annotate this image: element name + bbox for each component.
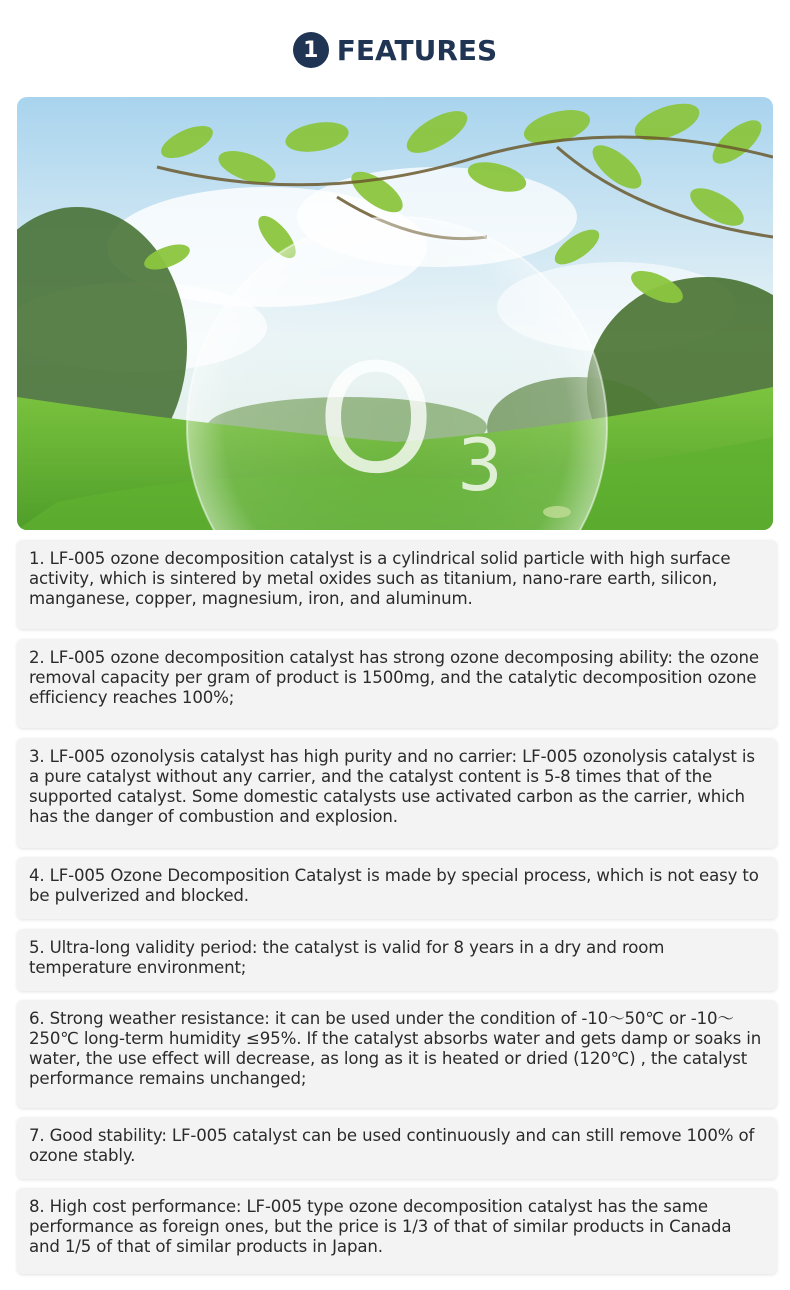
section-number-badge: 1 — [293, 32, 329, 68]
feature-text: 6. Strong weather resistance: it can be used under the condition of -10～50℃ or -10～250℃ long-term humidity ≤95%. If the catalyst absorbs water and gets damp or soaks in water, the use effect will decrease, as long as it is heated or dried (120℃) , the catalyst performance remains unchanged; — [29, 1009, 762, 1088]
feature-text: 3. LF-005 ozonolysis catalyst has high purity and no carrier: LF-005 ozonolysis catalyst is a pure catalyst without any carrier, and the catalyst content is 5-8 times that of the supported catalyst. Some domestic catalysts use activated carbon as the carrier, which has the danger of combustion and explosion. — [29, 747, 755, 826]
ozone-formula-letter: O — [317, 333, 436, 507]
feature-card — [17, 1000, 777, 1108]
feature-text: 8. High cost performance: LF-005 type ozone decomposition catalyst has the same performance as foreign ones, but the price is 1/3 of that of similar products in Canada and 1/5 of that of similar products in Japan. — [29, 1197, 732, 1256]
ozone-formula-subscript: 3 — [457, 423, 503, 507]
feature-text: 2. LF-005 ozone decomposition catalyst has strong ozone decomposing ability: the ozone removal capacity per gram of product is 1500mg, and the catalytic decomposition ozone efficiency reaches 100%; — [29, 648, 759, 707]
feature-card — [17, 540, 777, 629]
feature-text: 5. Ultra-long validity period: the catalyst is valid for 8 years in a dry and room temperature environment; — [29, 938, 665, 977]
feature-card — [17, 639, 777, 728]
feature-text: 7. Good stability: LF-005 catalyst can be used continuously and can still remove 100% of ozone stably. — [29, 1126, 755, 1165]
section-title: FEATURES — [336, 33, 498, 67]
feature-text: 1. LF-005 ozone decomposition catalyst is a cylindrical solid particle with high surface activity, which is sintered by metal oxides such as titanium, nano-rare earth, silicon, manganese, copper, magnesium, iron, and aluminum. — [29, 549, 731, 608]
feature-card — [17, 857, 777, 919]
feature-card — [17, 738, 777, 848]
feature-text: 4. LF-005 Ozone Decomposition Catalyst is made by special process, which is not easy to be pulverized and blocked. — [29, 866, 759, 905]
section-header — [0, 28, 790, 72]
feature-card — [17, 1117, 777, 1179]
feature-card — [17, 1188, 777, 1274]
hero-image — [17, 97, 773, 530]
feature-card — [17, 929, 777, 991]
